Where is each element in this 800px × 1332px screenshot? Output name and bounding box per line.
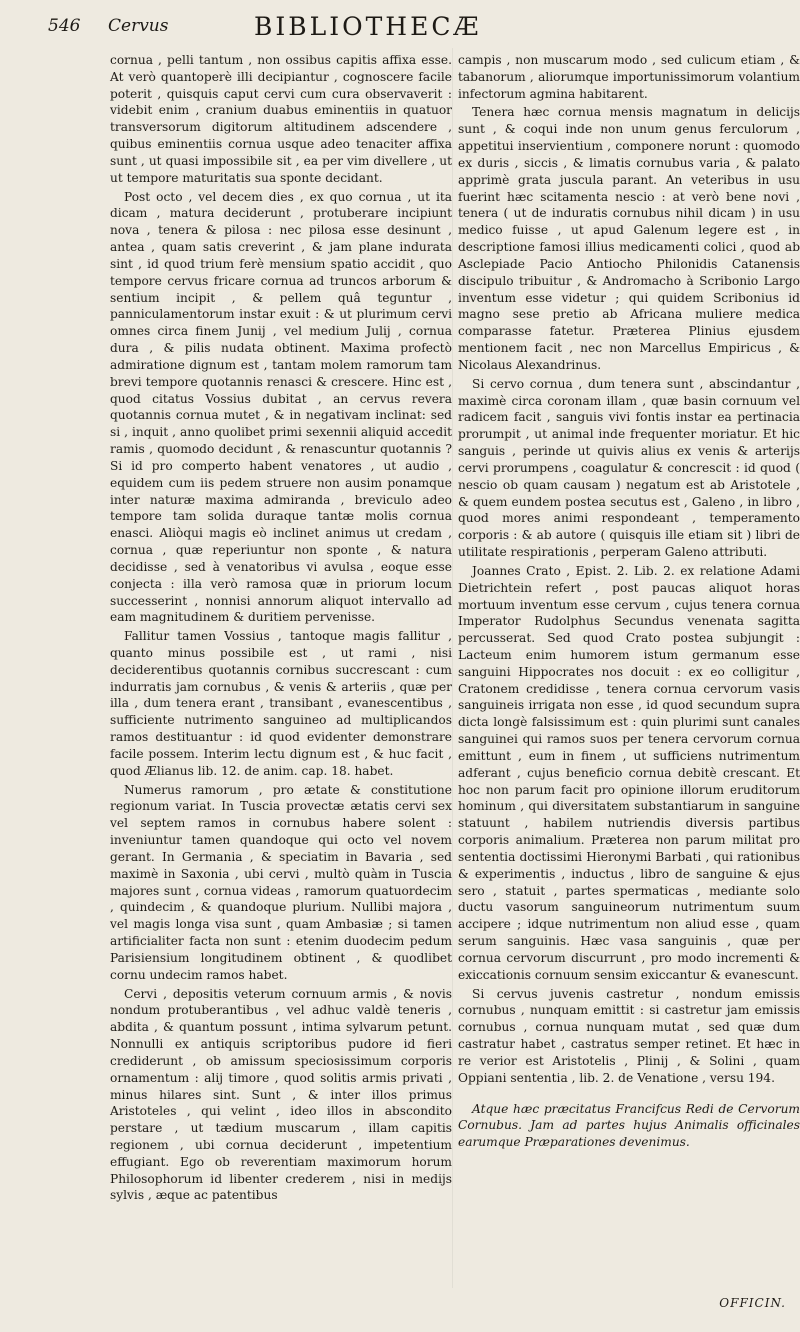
journal-title: BIBLIOTHECÆ [254,12,482,41]
paragraph: Numerus ramorum , pro ætate & constitutione regionum variat. In Tuscia provectæ ætatis cervi sex vel septem ramos in cornubus habere solent : inveniuntur tamen quandoque qui octo vel novem gerant. In Germania , & speciatim in Bavaria , sed maximè in Saxonia , ubi cervi , multò quàm in Tuscia majores sunt , cornua videas , ramorum quatuordecim , quindecim , & quandoque plurium. Nullibi majora , vel magis longa visa sunt , quam Ambasiæ ; si tamen artificialiter facta non sunt : etenim duodecim pedum Parisiensium longitudinem obtinent , & quodlibet cornu undecim ramos habet. [110,782,452,982]
paragraph: Cervi , depositis veterum cornuum armis , & novis nondum protuberantibus , vel adhuc valdè teneris , abdita , & quantum possunt , intima sylvarum petunt. Nonnulli ex antiquis scriptoribus pudore id fieri crediderunt , ob amissum speciosissimum corporis ornamentum : alij timore , quod solitis armis privati , minus hilares sint. Sunt , & inter illos primus Aristoteles , qui velint , ideo illos in abscondito perstare , ut tædium muscarum , illam capitis regionem , ubi cornua deciderunt , impetentium effugiant. Ego ob reverentiam maximorum horum Philosophorum id libenter crederem , nisi in medijs sylvis , æque ac patentibus [110,986,452,1203]
paragraph: cornua , pelli tantum , non ossibus capitis affixa esse. At verò quantoperè illi decipiantur , cognoscere facile poterit , quisquis caput cervi cum cura observaverit : videbit enim , cranium duabus eminentiis in quatuor transversorum digitorum altitudinem adscendere , quibus eminentiis cornua usque adeo tenaciter affixa sunt , ut quasi impossibile sit , ea per vim divellere , ut ut tempore maturitatis sua sponte decidant. [110,53,452,185]
paragraph: Si cervo cornua , dum tenera sunt , abscindantur , maximè circa coronam illam , quæ basin cornuum vel radicem facit , sanguis vivi fontis instar ea pertinacia prorumpit , ut animal inde frequenter moriatur. Et hic sanguis , perinde ut quivis alius ex venis & arterijs cervi prorumpens , coagulatur & concrescit : id quod ( nescio ob quam causam ) negatum est ab Aristotele , & quem eundem postea secutus est , Galeno , in libro , quod mores animi respondeant , temperamento corporis : & ab autore ( quisquis ille etiam sit ) libri de utilitate respirationis , perperam Galeno attributi. [458,376,800,560]
paragraph: Si cervus juvenis castretur , nondum emissis cornubus , nunquam emittit : si castretur jam emissis cornubus , cornua nunquam mutat , sed quæ dum castratur habet , castratus semper retinet. Et hæc in re verior est Aristotelis , Plinij , & Solini , quam Oppiani sententia , lib. 2. de Venatione , versu 194. [458,986,800,1085]
catchword: OFFICIN. [719,1296,786,1310]
right-column [458,52,800,1153]
paragraph: Post octo , vel decem dies , ex quo cornua , ut ita dicam , matura deciderunt , protuberare incipiunt nova , tenera & pilosa : nec pilosa esse desinunt , antea , quam satis creverint , & jam plane indurata sint , id quod trium ferè mensium spatio accidit , quo tempore cervus fricare cornua ad truncos arborum & sentium incipit , & pellem quâ teguntur , panniculamentorum instar exuit : & ut plurimum cervi omnes circa finem Junij , vel medium Julij , cornua dura , & pilis nudata obtinent. Maxima profectò admiratione dignum est , tantam molem ramorum tam brevi tempore quotannis renasci & crescere. Hinc est , quod citatus Vossius dubitat , an cervus revera quotannis cornua mutet , & in negativam inclinat: sed si , inquit , anno quolibet primi sexennii aliquid accedit ramis , quomodo decidunt , & renascuntur quotannis ? Si id pro comperto habent venatores , ut audio , equidem cum iis pedem struere non ausim ponamque inter naturæ maxima admiranda , breviculo adeo tempore tam solida duraque tantæ molis cornua enasci. Aliòqui magis eò inclinet animus ut credam , cornua , quæ reperiuntur non sponte , & natura decidisse , sed à venatoribus vi avulsa , eoque esse conjecta : illa verò ramosa quæ in priorum locum successerint , nonnisi annorum aliquot intervallo ad eam magnitudinem & duritiem pervenisse. [110,189,452,625]
running-head: Cervus [108,16,169,36]
page-number: 546 [48,16,81,36]
paragraph: Joannes Crato , Epist. 2. Lib. 2. ex relatione Adami Dietrichtein refert , post paucas aliquot horas mortuum inventum esse cervum , cujus tenera cornua Imperator Rudolphus Secundus venenata sagitta percusserat. Sed quod Crato postea subjungit : Lacteum enim humorem istum germanum esse sanguini Hippocrates nos docuit : ex eo colligitur , Cratonem credidisse , tenera cornua cervorum vasis sanguineis irrigata non esse , id quod secundum supra dicta longè falsissimum est : quin plurimi sunt canales sanguinei qui ramos suos per tenera cervorum cornua emittunt , eum in finem , ut sufficiens nutrimentum adferant , cujus beneficio cornua debitè crescant. Et hoc non parum facit pro opinione illorum eruditorum hominum , qui diversitatem substantiarum in sanguine statuunt , habilem nutriendis diversis partibus corporis animalium. Præterea non parum militat pro sententia doctissimi Hieronymi Barbati , qui rationibus & experimentis , inductus , libro de sanguine & ejus sero , statuit , partes spermaticas , mediante solo ductu vasorum sanguineorum nutrimentum suum accipere ; idque nutrimentum non aliud esse , quam serum sanguinis. Hæc vasa sanguinis , quæ per cornua cervorum discurrunt , pro modo incrementi & exiccationis cornuum sensim exiccantur & evanescunt. [458,563,800,982]
page-header [48,12,788,48]
paragraph: Fallitur tamen Vossius , tantoque magis fallitur , quanto minus possibile est , ut rami , nisi deciderentibus quotannis cornibus succrescant : cum indurratis jam cornubus , & venis & arteriis , quæ per illa , dum tenera erant , transibant , evanescentibus , sufficiente nutrimento sanguineo ad multiplicandos ramos destituantur : id quod evidenter demonstrare facile possem. Interim lectu dignum est , & huc facit , quod Ælianus lib. 12. de anim. cap. 18. habet. [110,629,452,778]
paragraph: Tenera hæc cornua mensis magnatum in delicijs sunt , & coqui inde non unum genus ferculorum , appetitui inservientium , componere norunt : quomodo ex duris , siccis , & limatis cornubus varia , & palato apprimè grata juscula parant. An veteribus in usu fuerint hæc scitamenta nescio : at verò bene novi , tenera ( ut de induratis cornubus nihil dicam ) in usu medico fuisse , ut apud Galenum legere est , in descriptione famosi illius medicamenti colici , quod ab Asclepiade Pacio Antiocho Philonidis Catanensis discipulo tribuitur , & Andromacho à Scribonio Largo inventum esse videtur ; qui quidem Scribonius id magno sese pretio ab Africana muliere medica comparasse fatetur. Præterea Plinius ejusdem mentionem facit , nec non Marcellus Empiricus , & Nicolaus Alexandrinus. [458,105,800,372]
left-column [110,52,452,1206]
paragraph: campis , non muscarum modo , sed culicum etiam , & tabanorum , aliorumque importunissimorum volantium infectorum agmina habitarent. [458,53,800,101]
closing-paragraph: Atque hæc præcitatus Francifcus Redi de Cervorum Cornubus. Jam ad partes hujus Animalis officinales earumque Præparationes devenimus. [458,1101,800,1150]
column-gutter [452,48,453,1288]
